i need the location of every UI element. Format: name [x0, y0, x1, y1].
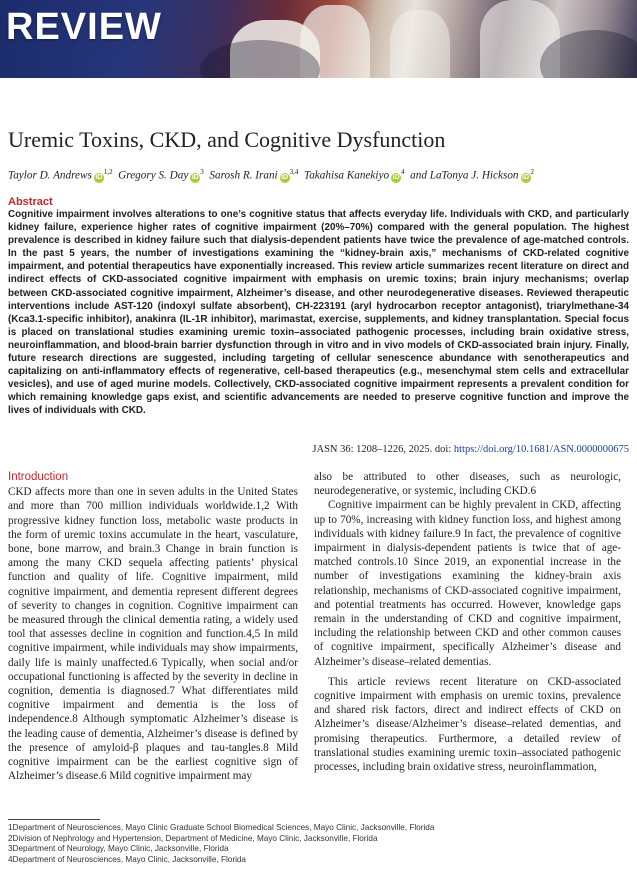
author-name[interactable]: Taylor D. Andrews [8, 169, 92, 182]
author-name[interactable]: Sarosh R. Irani [209, 169, 278, 182]
footnote-item: 1Department of Neurosciences, Mayo Clinic Graduate School Biomedical Sciences, Mayo Clinic, Jacksonville, Florida [8, 823, 435, 832]
introduction-heading: Introduction [8, 471, 69, 483]
affiliation-footnotes [8, 823, 434, 865]
footnote-item: 4Department of Neurosciences, Mayo Clinic, Jacksonville, Florida [8, 854, 246, 864]
citation-line [312, 444, 629, 455]
body-paragraph: This article reviews recent literature on CKD-associated cognitive impairment with emphasis on uremic toxins, prevalence and shared risk factors, direct and indirect effects of CKD on Alzheimer’s disease/Alzheimer’s disease–related dementias, and promising therapeutics. Furthermore, a detailed review of translational studies examining uremic toxin–associated pathogenic processes, including brain oxidative stress, neuroinflammation, [314, 675, 621, 774]
orcid-icon[interactable]: iD [392, 173, 400, 181]
orcid-icon[interactable]: iD [281, 173, 289, 181]
abstract-heading: Abstract [8, 196, 53, 208]
footnote-divider [8, 819, 100, 820]
author-name[interactable]: and LaTonya J. Hickson [410, 169, 519, 182]
orcid-icon[interactable]: iD [95, 173, 103, 181]
body-paragraph: also be attributed to other diseases, such as neurologic, neurodegenerative, or systemic, including CKD.6 [314, 471, 621, 498]
author-list: Taylor D. Andrews iD$^{1,2}$ Gregory S. Day iD$^3$ Sarosh R. Irani iD$^{3,4}$ Takahisa Kanekiyo iD$^4$ and LaTonya J. Hickson iD$^2$ [8, 168, 535, 182]
doi-link[interactable]: https://doi.org/10.1681/ASN.0000000675 [453, 444, 629, 455]
body-paragraph: CKD affects more than one in seven adults in the United States and more than 700 million individuals worldwide.1,2 With progressive kidney function loss, metabolic waste products in the form of uremic toxins accumulate in the heart, vasculature, bone, bone marrow, and brain.3 Change in brain function is among the many CKD sequela affecting patients’ physical function and quality of life. Cognitive impairment, mild cognitive impairment, and dementia represent different degrees of severity to changes in cognition. Cognitive impairment can be measured through the clinical dementia rating, a widely used tool that assesses decline in cognition and function.4,5 In mild cognitive impairment, while individuals may show impairments, daily life is mainly unaffected.6 Typically, when social and/or occupational functioning is affected by the severity in decline in cognition, dementia is diagnosed.7 What differentiates mild cognitive impairment and dementia is the loss of independence.8 Although symptomatic Alzheimer’s disease is the leading cause of dementia, Alzheimer’s disease is defined by the presence of amyloid-β plaques and tau-tangles.8 Mild cognitive impairment can be the earliest cognitive sign of Alzheimer’s disease.6 Mild cognitive impairment may [8, 486, 298, 783]
body-paragraph: Cognitive impairment can be highly prevalent in CKD, affecting up to 70%, increasing with kidney function loss, and highest among individuals with kidney failure.9 In fact, the prevalence of cognitive impairment in dialysis-dependent patients is twice that of age-matched controls.10 Since 2019, an exponential increase in the number of investigations examining the kidney-brain axis relationship, mechanisms of CKD-associated cognitive impairment, and potential treatments has occurred. However, knowledge gaps remain in the understanding of CKD and cognitive impairment, including the relationship between CKD and other common causes of cognitive impairment, specifically Alzheimer’s disease and Alzheimer’s disease–related dementias. [314, 499, 621, 668]
right-column [314, 470, 621, 774]
orcid-icon[interactable]: iD [522, 173, 530, 181]
orcid-icon[interactable]: iD [191, 173, 199, 181]
footnote-item: 3Department of Neurology, Mayo Clinic, Jacksonville, Florida [8, 844, 229, 854]
author-name[interactable]: Gregory S. Day [118, 169, 189, 182]
header-banner-image [0, 0, 637, 78]
left-column [8, 470, 298, 783]
abstract-text: Cognitive impairment involves alterations to one’s cognitive status that affects everyday life. Individuals with CKD, and particularly kidney failure, experience higher rates of cognitive impairment (20%–70%) compared with the general population. The highest prevalence is described in kidney failure such that dialysis-dependent patients have twice the prevalence of age-matched controls. In the past 5 years, the number of investigations examining the “kidney-brain axis,” mechanisms of CKD-related cognitive impairment, and potential therapeutics have exponentially increased. This review article summarizes recent literature on direct and indirect effects of CKD-associated cognitive impairment with emphasis on uremic toxins; brain injury mechanisms; overlap between CKD-associated cognitive impairment, Alzheimer’s disease, and other neurodegenerative diseases. Reviewed therapeutic interventions include AST-120 (indoxyl sulfate absorbent), CH-223191 (aryl hydrocarbon receptor antagonist), triarylmethane-34 (Kca3.1-specific inhibitor), anakinra (IL-1R inhibitor), marimastat, exercise, supplements, and kidney transplantation. Special focus is placed on translational studies examining uremic toxin–associated pathogenic processes, including brain oxidative stress, neuroinflammation, and blood-brain barrier dysfunction through in vitro and in vivo models of CKD-associated brain injury. Finally, future research directions are suggested, including targeting of cellular senescence abundance with senotherapeutics and capitalizing on anti-inflammatory effects of regenerative, cell-based therapeutics (e.g., mesenchymal stem cells and extracellular vesicles), and use of aged murine models. Collectively, CKD-associated cognitive impairment represents a prevalent condition for which remaining knowledge gaps exist, and scientific advancements are needed to preserve cognitive function and improve the lives of individuals with CKD. [8, 209, 629, 417]
footnote-item: 2Division of Nephrology and Hypertension, Department of Medicine, Mayo Clinic, Jacksonville, Florida [8, 833, 378, 843]
review-label: REVIEW [6, 6, 162, 48]
journal-citation: JASN 36: 1208–1226, 2025. doi: [312, 444, 452, 455]
author-name[interactable]: Takahisa Kanekiyo [304, 169, 390, 182]
article-title: Uremic Toxins, CKD, and Cognitive Dysfunction [8, 127, 446, 152]
